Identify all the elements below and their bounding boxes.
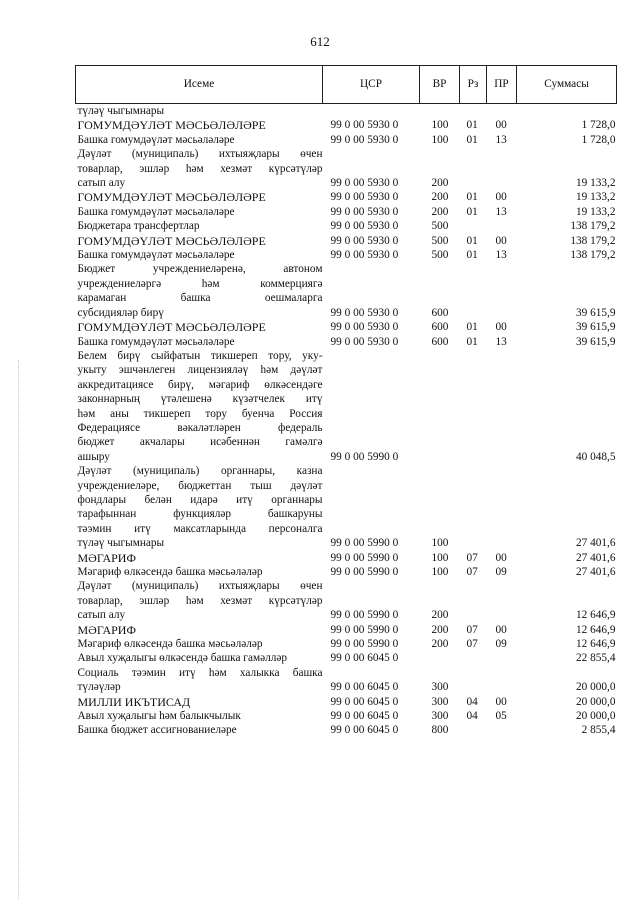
row-vr-cell: 500 — [431, 220, 449, 233]
row-rz-cell: 01 — [466, 205, 478, 218]
row-sum-cell: 1 728,0 — [581, 119, 616, 132]
row-sum-cell: 1 728,0 — [581, 133, 616, 146]
row-pr-cell: 05 — [495, 710, 507, 723]
table-row — [76, 637, 617, 651]
row-csr-cell: 99 0 00 6045 0 — [330, 695, 399, 708]
row-name-cell — [76, 262, 323, 320]
row-vr-cell: 100 — [431, 119, 449, 132]
row-vr-cell — [420, 104, 460, 119]
row-csr-cell: 99 0 00 6045 0 — [330, 681, 399, 694]
row-name-cell — [76, 349, 323, 464]
row-csr-cell: 99 0 00 5930 0 — [330, 249, 399, 262]
row-pr-cell: 00 — [495, 551, 507, 564]
row-sum-cell: 138 179,2 — [570, 234, 616, 247]
row-vr-cell: 100 — [431, 133, 449, 146]
row-csr-cell: 99 0 00 5990 0 — [330, 537, 399, 550]
table-row — [76, 579, 617, 622]
row-name-cell — [76, 118, 323, 132]
row-pr-cell — [487, 262, 517, 320]
row-pr-cell: 00 — [495, 191, 507, 204]
table-row — [76, 219, 617, 233]
row-name-line: ГОМУМДӘҮЛӘТ МӘСЬӘЛӘЛӘРЕ — [77, 233, 266, 248]
row-name-line: Дәүләт (муниципаль) органнары, казна — [77, 465, 323, 478]
row-pr-cell: 09 — [495, 638, 507, 651]
row-sum-cell — [517, 104, 617, 119]
table-row — [76, 104, 617, 119]
row-name-cell — [76, 579, 323, 622]
row-csr-cell: 99 0 00 5930 0 — [330, 321, 399, 334]
row-name-cell — [76, 623, 323, 637]
row-sum-cell: 20 000,0 — [575, 681, 616, 694]
row-csr-cell: 99 0 00 5930 0 — [330, 191, 399, 204]
row-sum-cell: 19 133,2 — [575, 205, 616, 218]
row-name-line: Бюджет учреждениеләренә, автоном — [77, 263, 323, 276]
row-rz-cell — [460, 147, 487, 190]
row-rz-cell — [460, 104, 487, 119]
table-header — [76, 66, 617, 104]
row-rz-cell: 01 — [466, 335, 478, 348]
row-sum-cell: 2 855,4 — [581, 724, 616, 737]
row-rz-cell — [460, 262, 487, 320]
row-sum-cell: 138 179,2 — [570, 249, 616, 262]
row-csr-cell: 99 0 00 6045 0 — [330, 652, 399, 665]
row-name-cell — [76, 551, 323, 565]
table-row — [76, 205, 617, 219]
row-rz-cell: 01 — [466, 119, 478, 132]
table-row — [76, 565, 617, 579]
row-csr-cell: 99 0 00 5990 0 — [330, 638, 399, 651]
row-pr-cell: 00 — [495, 695, 507, 708]
row-name-line: Бюджетара трансфертлар — [77, 220, 200, 233]
row-vr-cell: 200 — [431, 191, 449, 204]
page-number: 612 — [310, 34, 330, 49]
row-csr-cell: 99 0 00 5990 0 — [330, 623, 399, 636]
row-name-line: бюджет акчалары исәбеннән гамәлгә — [77, 436, 323, 449]
row-name-line: ашыру — [77, 450, 110, 463]
row-rz-cell — [460, 464, 487, 550]
row-csr-cell: 99 0 00 6045 0 — [330, 724, 399, 737]
row-pr-cell: 13 — [495, 205, 507, 218]
table-row — [76, 234, 617, 248]
row-sum-cell: 19 133,2 — [575, 191, 616, 204]
row-sum-cell: 39 615,9 — [575, 335, 616, 348]
row-name-cell — [76, 147, 323, 190]
row-pr-cell — [487, 349, 517, 464]
row-pr-cell: 00 — [495, 321, 507, 334]
row-rz-cell: 07 — [466, 623, 478, 636]
row-name-cell — [76, 234, 323, 248]
row-name-cell — [76, 565, 323, 579]
row-rz-cell — [460, 723, 487, 737]
row-sum-cell: 19 133,2 — [575, 177, 616, 190]
row-name-cell — [76, 219, 323, 233]
row-csr-cell: 99 0 00 5930 0 — [330, 335, 399, 348]
row-vr-cell: 200 — [431, 623, 449, 636]
row-name-line: ГОМУМДӘҮЛӘТ МӘСЬӘЛӘЛӘРЕ — [77, 118, 266, 133]
row-name-line: ГОМУМДӘҮЛӘТ МӘСЬӘЛӘЛӘРЕ — [77, 320, 266, 335]
row-name-cell — [76, 133, 323, 147]
row-csr-cell: 99 0 00 5930 0 — [330, 234, 399, 247]
row-name-cell — [76, 104, 323, 119]
row-sum-cell: 39 615,9 — [575, 306, 616, 319]
row-csr-cell: 99 0 00 5990 0 — [330, 551, 399, 564]
row-csr-cell: 99 0 00 5930 0 — [330, 306, 399, 319]
row-sum-cell: 27 401,6 — [575, 551, 616, 564]
row-rz-cell: 01 — [466, 133, 478, 146]
row-vr-cell — [420, 349, 460, 464]
row-sum-cell: 12 646,9 — [575, 638, 616, 651]
row-name-line: Социаль тәэмин итү һәм халыкка башка — [77, 666, 323, 679]
row-name-line: һәм аны тикшереп тору буенча Россия — [77, 407, 323, 420]
table-row — [76, 190, 617, 204]
table-row — [76, 551, 617, 565]
table-row — [76, 623, 617, 637]
row-rz-cell: 01 — [466, 249, 478, 262]
row-sum-cell: 12 646,9 — [575, 609, 616, 622]
row-vr-cell: 600 — [431, 306, 449, 319]
row-name-line: тарафыннан функцияләр башкаруны — [77, 508, 323, 521]
table-row — [76, 723, 617, 737]
row-name-line: Федерациясе вәкаләтләрен федераль — [77, 421, 323, 434]
row-rz-cell — [460, 349, 487, 464]
column-header-csr: ЦСР — [323, 66, 420, 104]
row-rz-cell: 04 — [466, 710, 478, 723]
row-name-line: аккредитациясе бирү, мәгариф өлкәсендәге — [77, 378, 323, 391]
row-vr-cell: 800 — [431, 724, 449, 737]
column-header-name: Исеме — [76, 66, 323, 104]
row-name-line: МӘГАРИФ — [77, 550, 136, 565]
row-name-cell — [76, 651, 323, 665]
row-name-cell — [76, 248, 323, 262]
row-name-line: тәэмин итү максатларында персоналга — [77, 522, 323, 535]
row-name-line: түләүләр — [77, 681, 121, 694]
row-name-cell — [76, 464, 323, 550]
row-pr-cell: 13 — [495, 133, 507, 146]
row-pr-cell: 13 — [495, 335, 507, 348]
row-rz-cell — [460, 666, 487, 695]
table-row — [76, 320, 617, 334]
row-name-line: МӘГАРИФ — [77, 622, 136, 637]
row-name-line: түләү чыгымнары — [77, 105, 165, 117]
row-vr-cell: 300 — [431, 710, 449, 723]
row-vr-cell: 600 — [431, 335, 449, 348]
row-name-cell — [76, 320, 323, 334]
table-row — [76, 349, 617, 464]
row-name-line: Башка гомумдәүләт мәсьәләләре — [77, 205, 235, 218]
scan-margin-mark — [18, 360, 20, 900]
row-rz-cell — [460, 579, 487, 622]
row-pr-cell — [487, 104, 517, 119]
row-vr-cell: 200 — [431, 205, 449, 218]
budget-table — [75, 65, 617, 738]
table-row — [76, 147, 617, 190]
row-name-line: субсидияләр бирү — [77, 306, 164, 319]
row-pr-cell — [487, 723, 517, 737]
column-header-pr: ПР — [487, 66, 517, 104]
row-csr-cell: 99 0 00 5930 0 — [330, 119, 399, 132]
row-rz-cell: 01 — [466, 321, 478, 334]
row-vr-cell: 600 — [431, 321, 449, 334]
row-name-line: Башка гомумдәүләт мәсьәләләре — [77, 249, 235, 262]
column-header-vr: ВР — [420, 66, 460, 104]
row-name-cell — [76, 666, 323, 695]
row-csr-cell: 99 0 00 5990 0 — [330, 609, 399, 622]
row-name-line: сатып алу — [77, 177, 126, 190]
row-vr-cell: 200 — [431, 638, 449, 651]
row-name-line: Башка гомумдәүләт мәсьәләләре — [77, 133, 235, 146]
row-sum-cell: 20 000,0 — [575, 710, 616, 723]
table-row — [76, 464, 617, 550]
row-csr-cell — [323, 104, 420, 119]
row-rz-cell: 07 — [466, 551, 478, 564]
row-vr-cell: 200 — [431, 609, 449, 622]
table-body — [76, 104, 617, 738]
row-csr-cell: 99 0 00 5930 0 — [330, 205, 399, 218]
row-name-line: товарлар, эшләр һәм хезмәт күрсәтүләр — [77, 162, 323, 175]
row-name-cell — [76, 205, 323, 219]
table-row — [76, 118, 617, 132]
row-vr-cell: 300 — [431, 695, 449, 708]
table-row — [76, 133, 617, 147]
column-header-rz: Рз — [460, 66, 487, 104]
row-sum-cell: 22 855,4 — [575, 652, 616, 665]
row-name-line: учреждениеләргә һәм коммерциягә — [77, 277, 323, 290]
row-name-cell — [76, 190, 323, 204]
row-name-line: фондлары белән идарә итү органнары — [77, 493, 323, 506]
row-sum-cell: 27 401,6 — [575, 566, 616, 578]
row-name-line: Белем бирү сыйфатын тикшереп тору, уку- — [77, 349, 323, 362]
row-name-line: сатып алу — [77, 609, 126, 622]
row-name-line: Дәүләт (муниципаль) ихтыяҗлары өчен — [77, 580, 323, 593]
row-csr-cell: 99 0 00 5930 0 — [330, 133, 399, 146]
row-sum-cell: 138 179,2 — [570, 220, 616, 233]
row-vr-cell: 300 — [431, 681, 449, 694]
row-name-line: Башка гомумдәүләт мәсьәләләре — [77, 335, 235, 348]
row-sum-cell: 40 048,5 — [575, 450, 616, 463]
row-vr-cell: 100 — [431, 551, 449, 564]
row-pr-cell — [487, 666, 517, 695]
row-rz-cell: 04 — [466, 695, 478, 708]
row-sum-cell: 27 401,6 — [575, 537, 616, 550]
row-name-line: Мәгариф өлкәсендә башка мәсьәләләр — [77, 566, 263, 578]
row-name-line: түләү чыгымнары — [77, 537, 165, 550]
table-row — [76, 709, 617, 723]
row-rz-cell: 07 — [466, 638, 478, 651]
row-name-cell — [76, 637, 323, 651]
row-name-line: МИЛЛИ ИКЪТИСАД — [77, 694, 191, 709]
row-vr-cell: 100 — [431, 537, 449, 550]
row-name-cell — [76, 335, 323, 349]
row-name-line: учреждениеләре, бюджеттан тыш дәүләт — [77, 479, 323, 492]
row-pr-cell: 13 — [495, 249, 507, 262]
row-pr-cell: 00 — [495, 234, 507, 247]
row-csr-cell: 99 0 00 5990 0 — [330, 566, 399, 578]
row-name-line: товарлар, эшләр һәм хезмәт күрсәтүләр — [77, 594, 323, 607]
table-row — [76, 262, 617, 320]
row-rz-cell: 07 — [466, 566, 478, 578]
row-name-line: законнарның үтәлешенә күзәтчелек итү — [77, 393, 323, 406]
row-name-line: Авыл хуҗалыгы өлкәсендә башка гамәлләр — [77, 652, 288, 665]
row-pr-cell — [487, 147, 517, 190]
row-name-cell — [76, 709, 323, 723]
row-name-line: Дәүләт (муниципаль) ихтыяҗлары өчен — [77, 148, 323, 161]
row-vr-cell: 200 — [431, 177, 449, 190]
row-pr-cell — [487, 464, 517, 550]
row-name-line: ГОМУМДӘҮЛӘТ МӘСЬӘЛӘЛӘРЕ — [77, 190, 266, 205]
row-rz-cell — [460, 651, 487, 665]
row-name-cell — [76, 723, 323, 737]
row-rz-cell: 01 — [466, 234, 478, 247]
column-header-sum: Суммасы — [517, 66, 617, 104]
row-pr-cell: 00 — [495, 119, 507, 132]
row-rz-cell — [460, 219, 487, 233]
row-pr-cell — [487, 651, 517, 665]
table-row — [76, 695, 617, 709]
row-name-line: карамаган башка оешмаларга — [77, 292, 323, 305]
row-vr-cell: 100 — [431, 566, 449, 578]
row-name-cell — [76, 695, 323, 709]
row-name-line: Мәгариф өлкәсендә башка мәсьәләләр — [77, 638, 263, 651]
table-row — [76, 666, 617, 695]
row-pr-cell — [487, 579, 517, 622]
row-csr-cell: 99 0 00 5930 0 — [330, 177, 399, 190]
row-pr-cell — [487, 219, 517, 233]
row-csr-cell: 99 0 00 5990 0 — [330, 450, 399, 463]
row-vr-cell: 500 — [431, 249, 449, 262]
row-pr-cell: 09 — [495, 566, 507, 578]
row-pr-cell: 00 — [495, 623, 507, 636]
table-row — [76, 335, 617, 349]
row-sum-cell: 39 615,9 — [575, 321, 616, 334]
table-row — [76, 248, 617, 262]
row-name-line: Авыл хуҗалыгы һәм балыкчылык — [77, 710, 241, 723]
row-csr-cell: 99 0 00 5930 0 — [330, 220, 399, 233]
row-rz-cell: 01 — [466, 191, 478, 204]
row-vr-cell: 500 — [431, 234, 449, 247]
row-name-line: Башка бюджет ассигнованиеләре — [77, 724, 237, 737]
table-row — [76, 651, 617, 665]
row-csr-cell: 99 0 00 6045 0 — [330, 710, 399, 723]
row-vr-cell — [420, 651, 460, 665]
row-sum-cell: 12 646,9 — [575, 623, 616, 636]
row-name-line: укыту эшчәнлеген лицензияләү һәм дәүләт — [77, 364, 323, 377]
row-sum-cell: 20 000,0 — [575, 695, 616, 708]
